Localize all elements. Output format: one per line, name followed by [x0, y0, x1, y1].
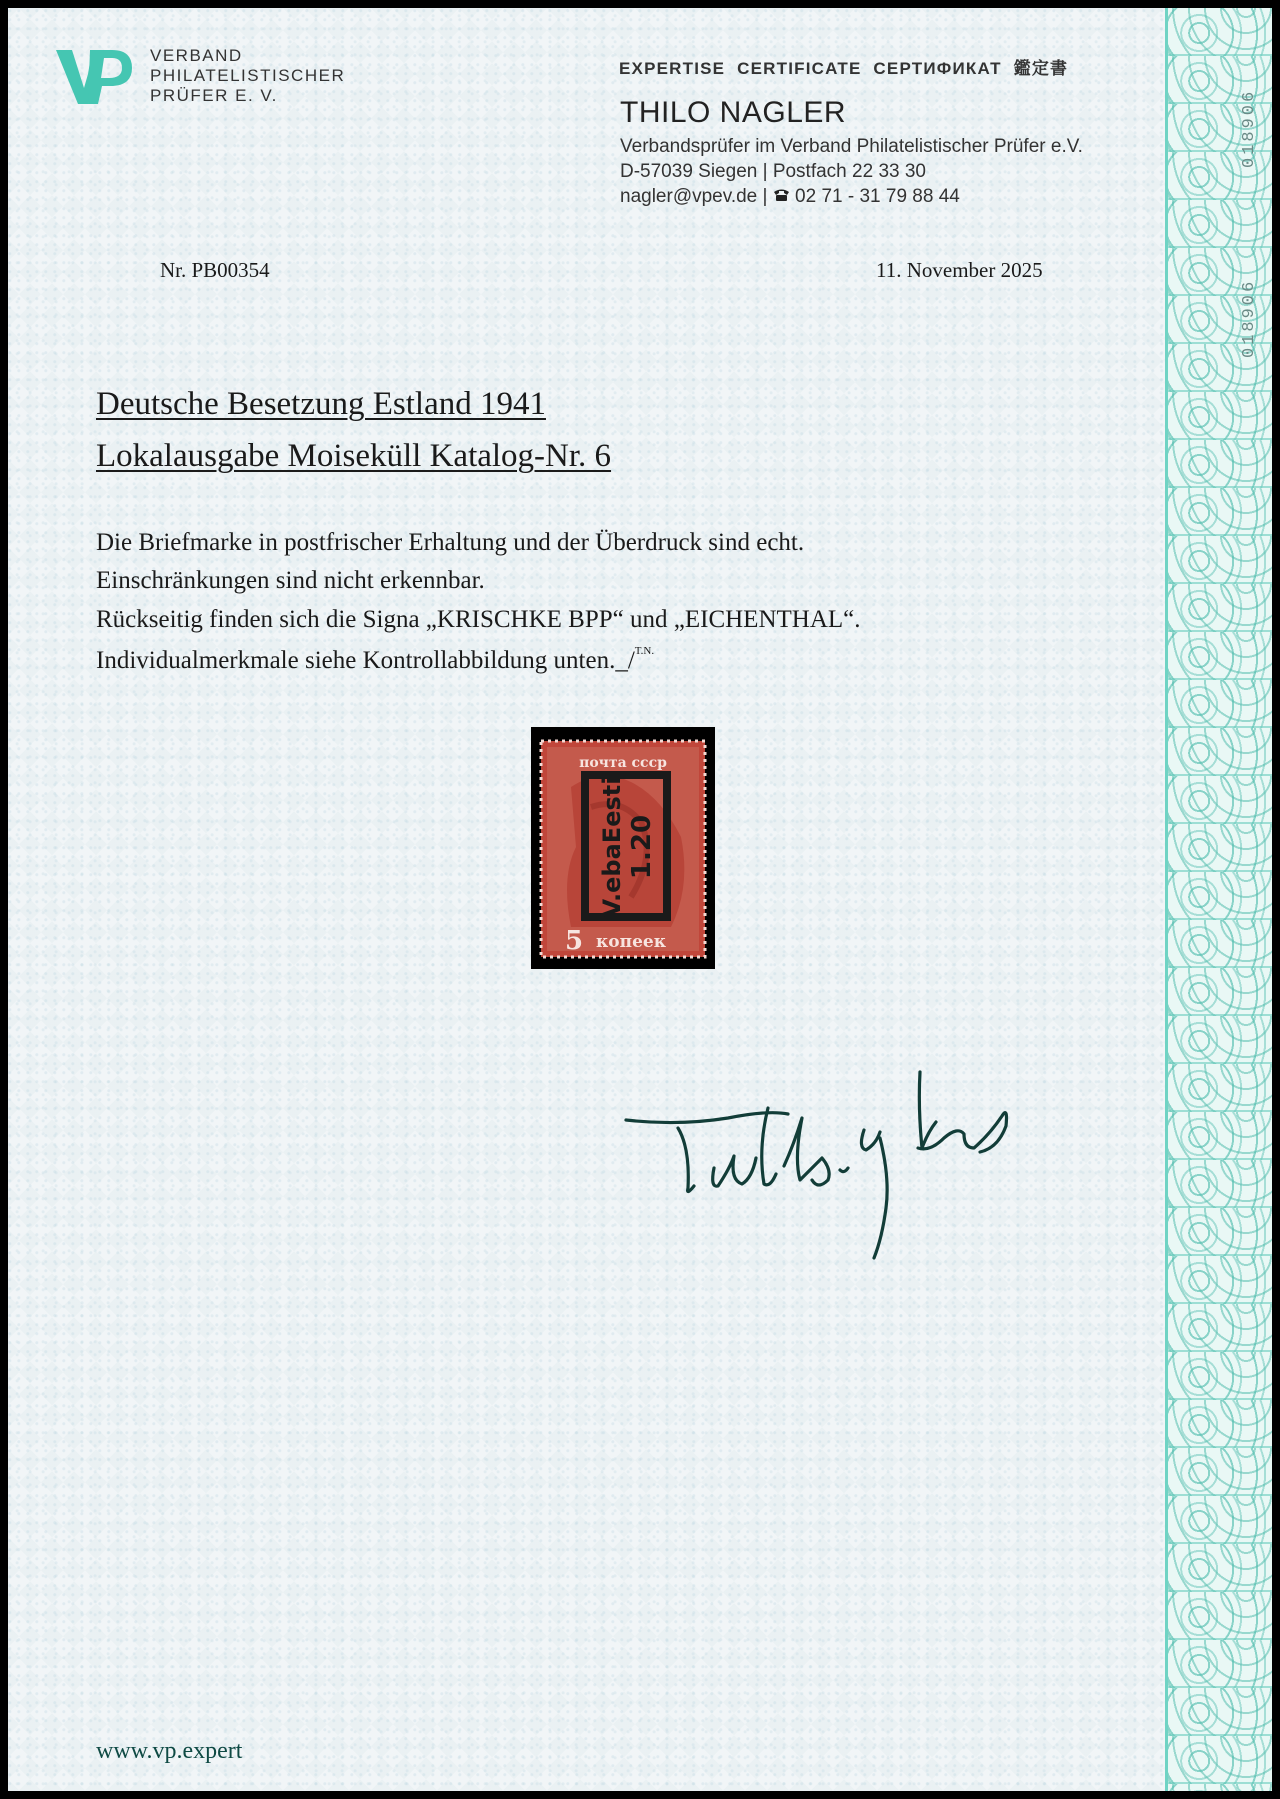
organization-line-3: PRÜFER E. V. — [150, 86, 278, 105]
security-strip — [1165, 8, 1272, 1791]
serial-number-top: 018906 — [1240, 88, 1259, 168]
expert-name: THILO NAGLER — [620, 96, 847, 129]
opinion-line-4-text: Individualmerkmale siehe Kontrollabbildung unten._/ — [96, 647, 635, 674]
certificate-title-line-1: Deutsche Besetzung Estland 1941 — [96, 386, 546, 422]
stamp-top-text: почта ссср — [579, 755, 667, 771]
phone-icon — [773, 186, 790, 208]
opinion-line-4 — [96, 645, 654, 675]
opinion-line-3: Rückseitig finden sich die Signa „KRISCHKE BPP“ und „EICHENTHAL“. — [96, 606, 861, 633]
certificate-type-labels — [619, 54, 1068, 79]
expert-contact — [620, 186, 960, 208]
label-kanteisho: 鑑定書 — [1013, 59, 1069, 78]
stamp-bottom-text: копеек — [596, 932, 666, 952]
contact-separator: | — [762, 186, 768, 207]
expert-initials: T.N. — [634, 645, 655, 657]
stamp-denomination: 5 — [565, 926, 584, 956]
organization-line-2: PHILATELISTISCHER — [150, 66, 346, 85]
expert-affiliation: Verbandsprüfer im Verband Philatelistischer Prüfer e.V. — [620, 136, 1083, 157]
handwritten-signature — [618, 1048, 1068, 1283]
certificate-number: Nr. PB00354 — [160, 258, 270, 282]
overprint-line-2: 1.20 — [627, 814, 657, 880]
vp-logo — [52, 44, 136, 108]
website-link[interactable]: www.vp.expert — [96, 1738, 243, 1764]
overprint-line-1: V.ebaEesti — [598, 776, 626, 918]
opinion-line-2: Einschränkungen sind nicht erkennbar. — [96, 567, 485, 594]
certificate-title-line-2: Lokalausgabe Moiseküll Katalog-Nr. 6 — [96, 438, 612, 474]
label-expertise: EXPERTISE — [619, 59, 726, 78]
stamp-image — [531, 727, 715, 969]
certificate-sheet — [8, 8, 1272, 1791]
organization-line-1: VERBAND — [150, 46, 243, 65]
label-sertifikat: СЕРТИФИКАТ — [873, 59, 1002, 78]
expert-phone: 02 71 - 31 79 88 44 — [795, 186, 960, 207]
organization-name — [150, 46, 345, 106]
certificate-date: 11. November 2025 — [876, 258, 1043, 282]
label-certificate: CERTIFICATE — [737, 59, 862, 78]
expert-email[interactable]: nagler@vpev.de — [620, 186, 758, 207]
serial-number-middle: 018906 — [1240, 278, 1259, 358]
expert-address: D-57039 Siegen | Postfach 22 33 30 — [620, 161, 926, 182]
opinion-line-1: Die Briefmarke in postfrischer Erhaltung und der Überdruck sind echt. — [96, 529, 805, 556]
